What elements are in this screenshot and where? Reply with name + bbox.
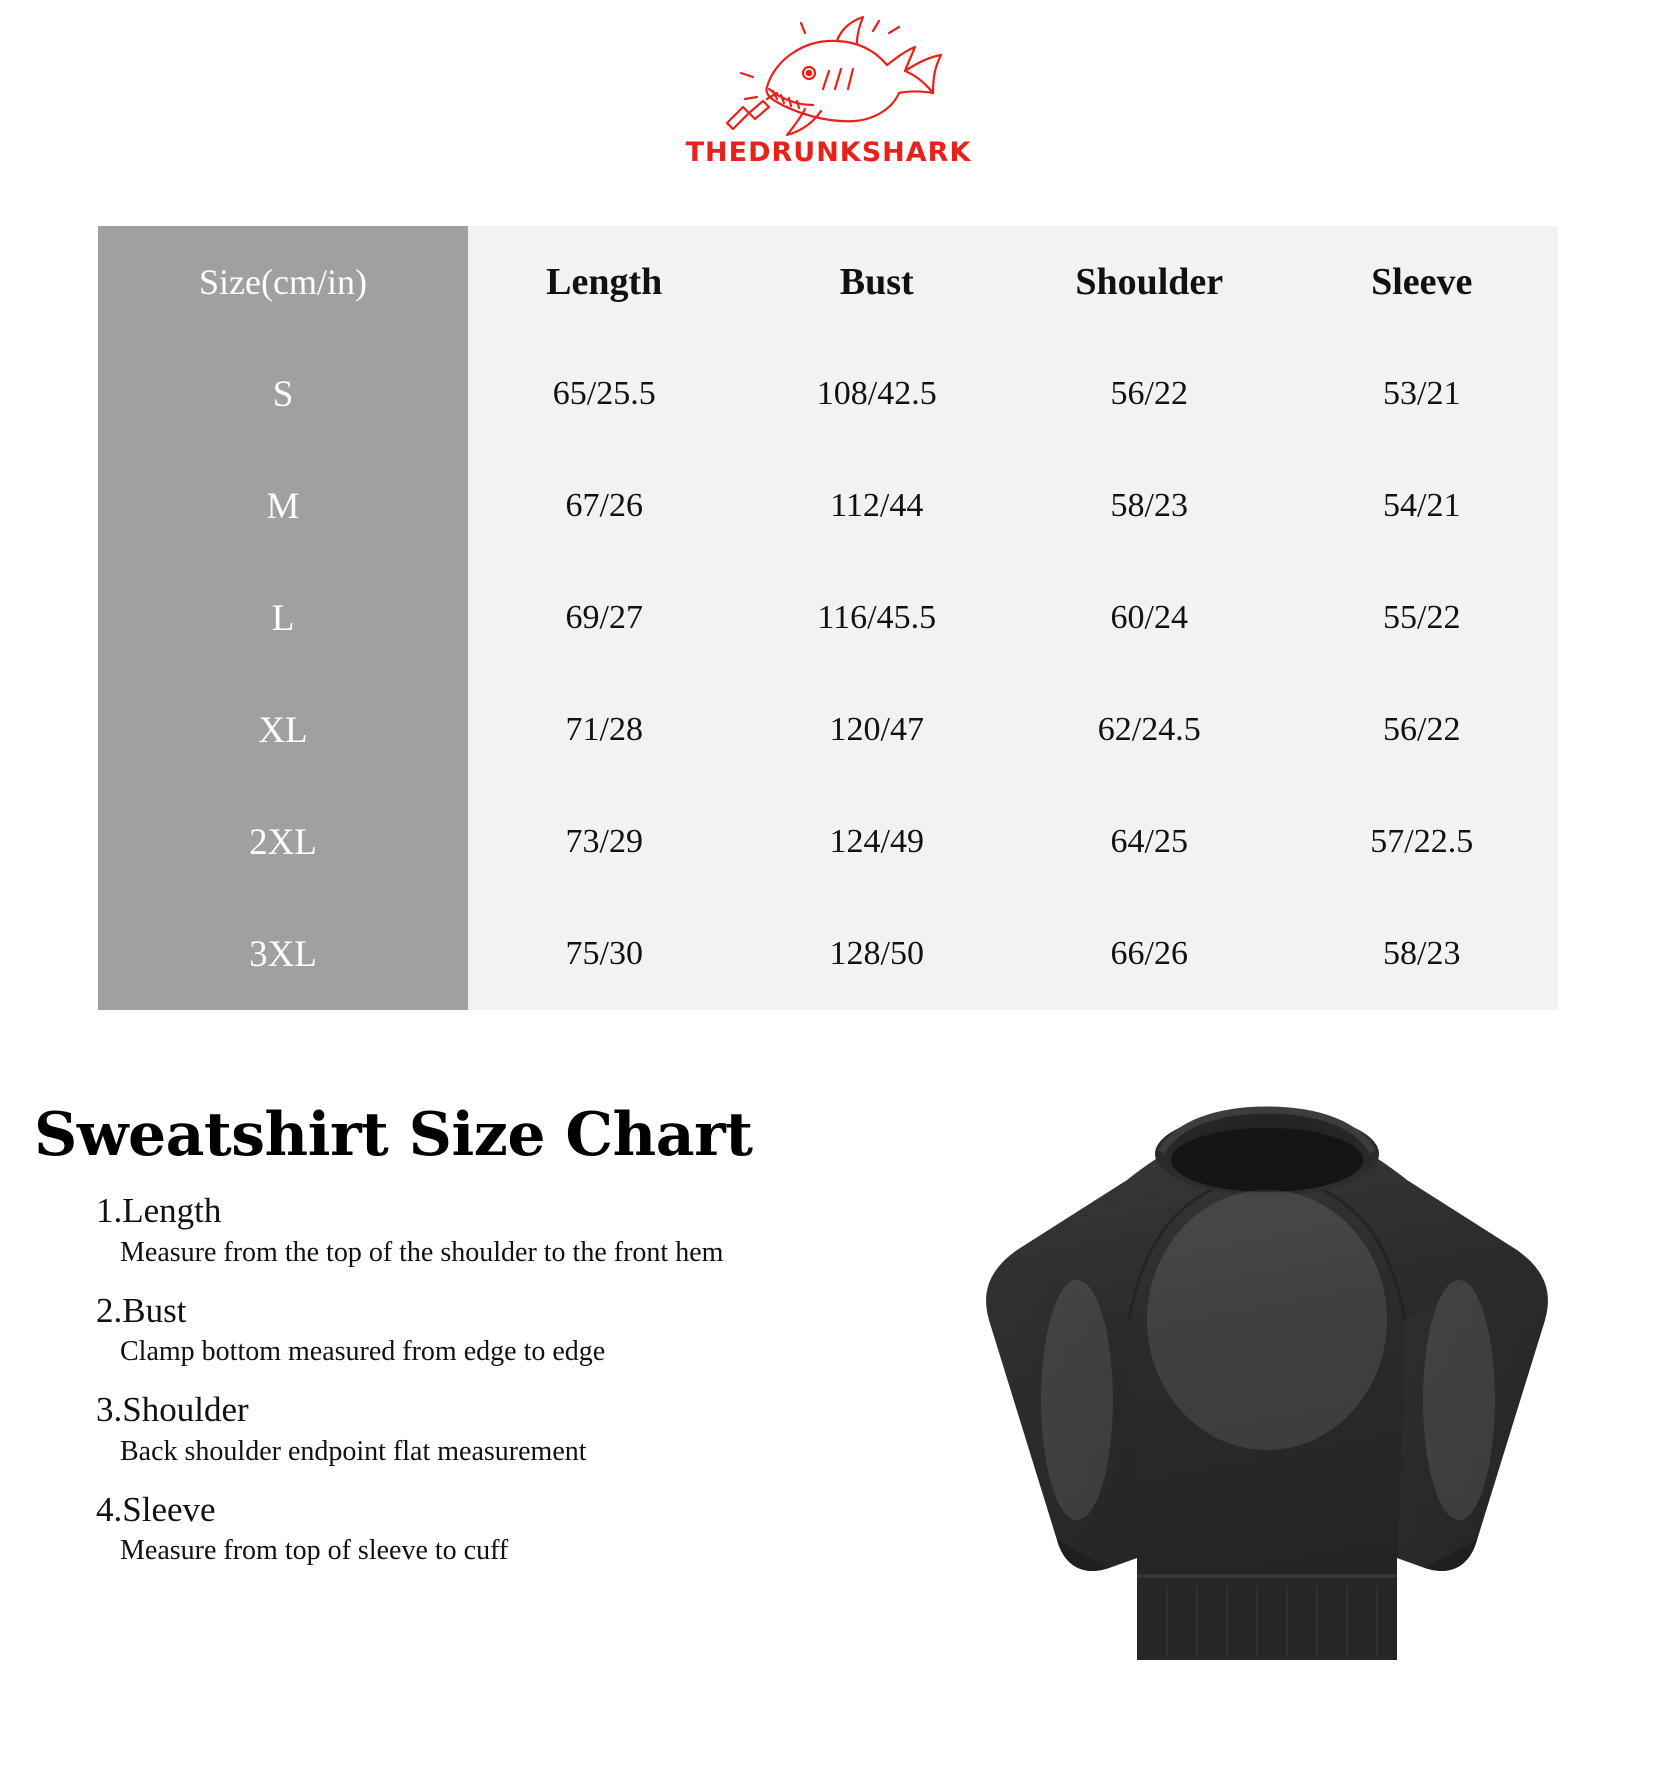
size-table-header-shoulder: Shoulder [1075,261,1224,303]
cell-shoulder: 64/25 [1110,823,1188,860]
size-table-row-label: S [272,373,294,415]
cell-length: 69/27 [565,599,643,636]
guide-item-sleeve [30,1491,860,1569]
table-row [468,786,1558,898]
brand-logo [0,6,1657,176]
guide-item-description: Clamp bottom measured from edge to edge [120,1336,606,1367]
guide-item-heading: 1.Length [96,1191,222,1230]
shark-logo-icon [709,15,949,143]
size-table-header-bust: Bust [839,261,914,303]
size-table [98,226,1558,1010]
size-table-header-size: Size(cm/in) [199,262,367,302]
guide-item-bust [30,1292,860,1370]
size-table-row-label: XL [258,709,308,751]
size-table-header-sleeve: Sleeve [1371,261,1473,303]
table-row [468,898,1558,1010]
table-row [468,338,1558,450]
guide-item-description: Measure from the top of the shoulder to the front hem [120,1236,724,1268]
brand-name: THEDRUNKSHARK [685,136,972,168]
cell-shoulder: 60/24 [1110,599,1188,636]
cell-length: 65/25.5 [552,375,656,412]
table-row [468,450,1558,562]
size-table-row-label: L [271,597,295,639]
cell-shoulder: 62/24.5 [1097,711,1201,748]
table-row [468,562,1558,674]
guide-item-description: Measure from top of sleeve to cuff [120,1535,509,1566]
page-title: Sweatshirt Size Chart [34,1100,753,1170]
size-table-header-length: Length [546,261,663,303]
guide-item-description: Back shoulder endpoint flat measurement [120,1435,587,1467]
measurement-guide-section [0,1020,1657,1785]
table-header-row [468,226,1558,338]
size-table-size-column [98,226,468,1010]
cell-length: 71/28 [565,711,643,748]
cell-sleeve: 56/22 [1383,711,1461,748]
cell-bust: 116/45.5 [817,599,937,636]
guide-item-length [30,1192,860,1270]
cell-sleeve: 55/22 [1383,599,1461,636]
size-table-row-label: 2XL [249,821,317,863]
cell-shoulder: 66/26 [1110,935,1188,972]
table-row [468,674,1558,786]
cell-length: 67/26 [565,487,643,524]
cell-shoulder: 58/23 [1110,487,1188,524]
cell-bust: 128/50 [829,935,924,972]
cell-shoulder: 56/22 [1110,375,1188,412]
guide-item-heading: 3.Shoulder [96,1390,249,1429]
cell-sleeve: 58/23 [1383,935,1461,972]
cell-bust: 112/44 [830,487,924,524]
guide-item-heading: 2.Bust [96,1290,187,1330]
guide-item-heading: 4.Sleeve [96,1489,216,1529]
size-table-row-label: 3XL [249,933,317,975]
cell-sleeve: 53/21 [1383,375,1461,412]
size-table-measurements [468,226,1558,1010]
cell-bust: 108/42.5 [816,375,937,412]
size-table-row-label: M [266,485,300,527]
measurement-guide-text [30,1020,860,1568]
cell-length: 73/29 [565,823,643,860]
cell-length: 75/30 [565,935,643,972]
cell-bust: 120/47 [829,711,924,748]
cell-sleeve: 54/21 [1383,487,1461,524]
guide-item-shoulder [30,1391,860,1469]
cell-sleeve: 57/22.5 [1370,823,1474,860]
product-image [877,1020,1657,1785]
cell-bust: 124/49 [829,823,924,860]
